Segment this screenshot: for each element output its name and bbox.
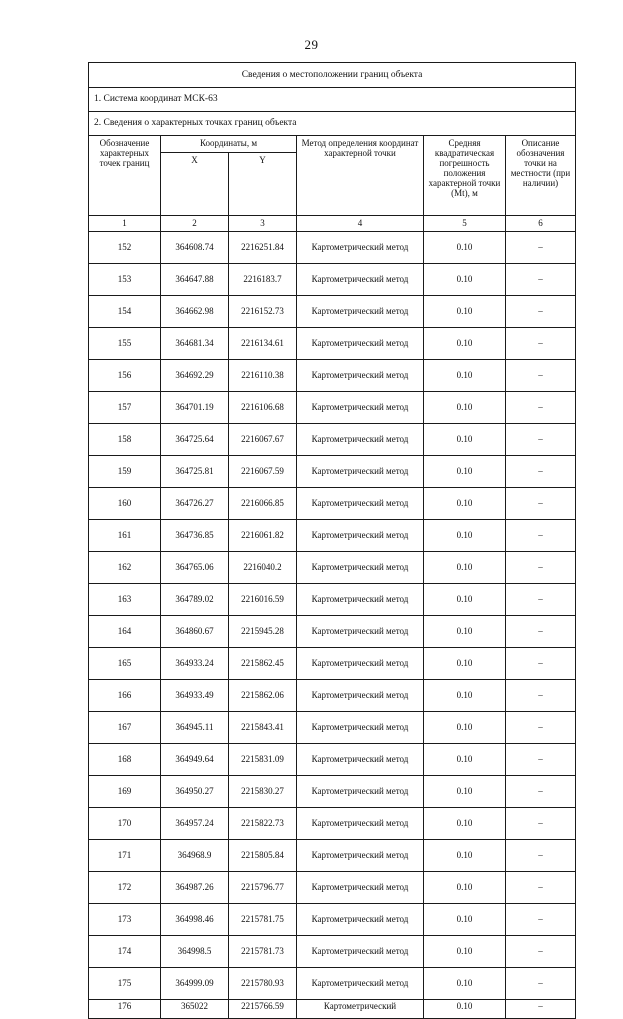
determination-method: Картометрический метод: [297, 392, 424, 424]
point-number: 153: [89, 264, 161, 296]
column-number-4: 4: [297, 216, 424, 232]
table-row: [89, 840, 576, 872]
coordinate-y: 2216061.82: [229, 520, 297, 552]
determination-method: Картометрический метод: [297, 904, 424, 936]
mean-square-error: 0.10: [424, 424, 506, 456]
coordinate-x: 364701.19: [161, 392, 229, 424]
determination-method: Картометрический метод: [297, 296, 424, 328]
point-description: –: [506, 424, 576, 456]
point-description: –: [506, 584, 576, 616]
coordinate-x: 364681.34: [161, 328, 229, 360]
table-row: [89, 712, 576, 744]
mean-square-error: 0.10: [424, 392, 506, 424]
coordinate-y: 2215781.75: [229, 904, 297, 936]
header-mean-square-error: Средняя квадратическая погрешность положения характерной точки (Mt), м: [424, 136, 506, 216]
mean-square-error: 0.10: [424, 584, 506, 616]
table-title-row: [89, 63, 576, 88]
table-row: [89, 296, 576, 328]
coordinate-y: 2215780.93: [229, 968, 297, 1000]
coordinate-y: 2216251.84: [229, 232, 297, 264]
point-description: –: [506, 232, 576, 264]
section-2-label: 2. Сведения о характерных точках границ объекта: [89, 112, 576, 136]
section-1-label: 1. Система координат МСК-63: [89, 88, 576, 112]
header-coordinates-group: Координаты, м: [161, 136, 297, 153]
header-description: Описание обозначения точки на местности (при наличии): [506, 136, 576, 216]
column-number-row: [89, 216, 576, 232]
table-row: [89, 744, 576, 776]
coordinate-y: 2216110.38: [229, 360, 297, 392]
determination-method: Картометрический метод: [297, 936, 424, 968]
coordinate-y: 2216152.73: [229, 296, 297, 328]
table-row: [89, 520, 576, 552]
table-row: [89, 616, 576, 648]
table-row: [89, 808, 576, 840]
determination-method: Картометрический метод: [297, 968, 424, 1000]
point-description: –: [506, 392, 576, 424]
coordinate-x: 364957.24: [161, 808, 229, 840]
mean-square-error: 0.10: [424, 328, 506, 360]
table-title: Сведения о местоположении границ объекта: [89, 63, 576, 88]
mean-square-error: 0.10: [424, 552, 506, 584]
point-number: 158: [89, 424, 161, 456]
coordinate-y: 2215843.41: [229, 712, 297, 744]
coordinate-x: 364725.64: [161, 424, 229, 456]
point-number: 154: [89, 296, 161, 328]
point-number: 170: [89, 808, 161, 840]
coordinate-x: 364692.29: [161, 360, 229, 392]
coordinate-x: 364662.98: [161, 296, 229, 328]
column-number-2: 2: [161, 216, 229, 232]
section-row-points-info: [89, 112, 576, 136]
table-row: [89, 968, 576, 1000]
table-row: [89, 872, 576, 904]
coordinate-y: 2215831.09: [229, 744, 297, 776]
point-description: –: [506, 808, 576, 840]
mean-square-error: 0.10: [424, 712, 506, 744]
table-row: [89, 584, 576, 616]
point-description: –: [506, 648, 576, 680]
mean-square-error: 0.10: [424, 456, 506, 488]
column-number-5: 5: [424, 216, 506, 232]
mean-square-error: 0.10: [424, 680, 506, 712]
coordinate-x: 364860.67: [161, 616, 229, 648]
determination-method: Картометрический метод: [297, 616, 424, 648]
mean-square-error: 0.10: [424, 296, 506, 328]
coordinate-y: 2216066.85: [229, 488, 297, 520]
page-number: 29: [304, 37, 319, 52]
coordinate-y: 2216183.7: [229, 264, 297, 296]
mean-square-error: 0.10: [424, 936, 506, 968]
coordinate-y: 2215945.28: [229, 616, 297, 648]
coordinate-x: 364998.46: [161, 904, 229, 936]
point-description: –: [506, 872, 576, 904]
point-description: –: [506, 616, 576, 648]
mean-square-error: 0.10: [424, 840, 506, 872]
coordinate-x: 364999.09: [161, 968, 229, 1000]
table-row: [89, 264, 576, 296]
point-number: 171: [89, 840, 161, 872]
point-number: 168: [89, 744, 161, 776]
coordinate-y: 2216016.59: [229, 584, 297, 616]
mean-square-error: 0.10: [424, 776, 506, 808]
point-description: –: [506, 488, 576, 520]
coordinate-x: 364789.02: [161, 584, 229, 616]
point-description: –: [506, 904, 576, 936]
table-row: [89, 776, 576, 808]
section-row-coordinate-system: [89, 88, 576, 112]
determination-method: Картометрический метод: [297, 232, 424, 264]
column-number-3: 3: [229, 216, 297, 232]
mean-square-error: 0.10: [424, 616, 506, 648]
table-row: [89, 232, 576, 264]
determination-method: Картометрический метод: [297, 584, 424, 616]
table-row: [89, 392, 576, 424]
coordinate-x: 364987.26: [161, 872, 229, 904]
table-row: [89, 488, 576, 520]
determination-method: Картометрический метод: [297, 808, 424, 840]
mean-square-error: 0.10: [424, 872, 506, 904]
point-description: –: [506, 680, 576, 712]
coordinate-x: 364950.27: [161, 776, 229, 808]
determination-method: Картометрический метод: [297, 328, 424, 360]
point-description: –: [506, 744, 576, 776]
coordinate-y: 2216067.59: [229, 456, 297, 488]
point-number: 173: [89, 904, 161, 936]
table-body: [89, 63, 576, 1019]
point-number: 169: [89, 776, 161, 808]
point-description: –: [506, 968, 576, 1000]
determination-method: Картометрический метод: [297, 776, 424, 808]
table-row: [89, 904, 576, 936]
determination-method: Картометрический метод: [297, 840, 424, 872]
mean-square-error: 0.10: [424, 968, 506, 1000]
mean-square-error: 0.10: [424, 648, 506, 680]
point-description: –: [506, 712, 576, 744]
coordinate-y: 2215766.59: [229, 1000, 297, 1019]
point-description: –: [506, 840, 576, 872]
point-number: 161: [89, 520, 161, 552]
point-number: 175: [89, 968, 161, 1000]
determination-method: Картометрический метод: [297, 680, 424, 712]
determination-method: Картометрический: [297, 1000, 424, 1019]
point-number: 156: [89, 360, 161, 392]
coordinate-x: 364726.27: [161, 488, 229, 520]
coordinate-y: 2216134.61: [229, 328, 297, 360]
table-row: [89, 936, 576, 968]
coordinate-y: 2215781.73: [229, 936, 297, 968]
header-method: Метод определения координат характерной точки: [297, 136, 424, 216]
point-description: –: [506, 520, 576, 552]
point-number: 163: [89, 584, 161, 616]
point-number: 164: [89, 616, 161, 648]
point-description: –: [506, 296, 576, 328]
table-row: [89, 360, 576, 392]
coordinate-x: 364945.11: [161, 712, 229, 744]
mean-square-error: 0.10: [424, 808, 506, 840]
coordinate-x: 364765.06: [161, 552, 229, 584]
boundary-points-table: [88, 62, 576, 1019]
table-row: [89, 328, 576, 360]
point-number: 159: [89, 456, 161, 488]
column-number-1: 1: [89, 216, 161, 232]
table-row: [89, 424, 576, 456]
coordinate-y: 2215862.45: [229, 648, 297, 680]
coordinate-y: 2216106.68: [229, 392, 297, 424]
point-description: –: [506, 1000, 576, 1019]
coordinate-y: 2215822.73: [229, 808, 297, 840]
point-number: 152: [89, 232, 161, 264]
determination-method: Картометрический метод: [297, 648, 424, 680]
header-y: Y: [229, 153, 297, 216]
point-number: 176: [89, 1000, 161, 1019]
point-description: –: [506, 936, 576, 968]
column-number-6: 6: [506, 216, 576, 232]
mean-square-error: 0.10: [424, 264, 506, 296]
point-number: 172: [89, 872, 161, 904]
point-number: 166: [89, 680, 161, 712]
determination-method: Картометрический метод: [297, 424, 424, 456]
mean-square-error: 0.10: [424, 488, 506, 520]
determination-method: Картометрический метод: [297, 360, 424, 392]
determination-method: Картометрический метод: [297, 488, 424, 520]
coordinate-y: 2215830.27: [229, 776, 297, 808]
point-number: 155: [89, 328, 161, 360]
mean-square-error: 0.10: [424, 904, 506, 936]
coordinate-x: 365022: [161, 1000, 229, 1019]
point-number: 157: [89, 392, 161, 424]
table-row: [89, 680, 576, 712]
coordinate-x: 364736.85: [161, 520, 229, 552]
mean-square-error: 0.10: [424, 744, 506, 776]
point-number: 160: [89, 488, 161, 520]
coordinate-x: 364949.64: [161, 744, 229, 776]
coordinate-x: 364998.5: [161, 936, 229, 968]
coordinate-y: 2215805.84: [229, 840, 297, 872]
determination-method: Картометрический метод: [297, 552, 424, 584]
coordinate-y: 2215862.06: [229, 680, 297, 712]
coordinate-x: 364933.49: [161, 680, 229, 712]
point-number: 162: [89, 552, 161, 584]
coordinate-x: 364933.24: [161, 648, 229, 680]
point-description: –: [506, 552, 576, 584]
header-point-designation: Обозначение характерных точек границ: [89, 136, 161, 216]
determination-method: Картометрический метод: [297, 872, 424, 904]
coordinate-y: 2216040.2: [229, 552, 297, 584]
table-row: [89, 648, 576, 680]
header-x: X: [161, 153, 229, 216]
coordinate-x: 364647.88: [161, 264, 229, 296]
point-description: –: [506, 328, 576, 360]
point-description: –: [506, 776, 576, 808]
point-description: –: [506, 360, 576, 392]
mean-square-error: 0.10: [424, 360, 506, 392]
point-number: 174: [89, 936, 161, 968]
point-number: 167: [89, 712, 161, 744]
point-number: 165: [89, 648, 161, 680]
determination-method: Картометрический метод: [297, 264, 424, 296]
determination-method: Картометрический метод: [297, 712, 424, 744]
point-description: –: [506, 456, 576, 488]
table-row: [89, 1000, 576, 1019]
coordinate-x: 364725.81: [161, 456, 229, 488]
table-row: [89, 552, 576, 584]
determination-method: Картометрический метод: [297, 520, 424, 552]
coordinate-x: 364608.74: [161, 232, 229, 264]
coordinate-y: 2216067.67: [229, 424, 297, 456]
point-description: –: [506, 264, 576, 296]
mean-square-error: 0.10: [424, 520, 506, 552]
coordinate-y: 2215796.77: [229, 872, 297, 904]
header-row-top: [89, 136, 576, 153]
mean-square-error: 0.10: [424, 232, 506, 264]
table-row: [89, 456, 576, 488]
determination-method: Картометрический метод: [297, 744, 424, 776]
mean-square-error: 0.10: [424, 1000, 506, 1019]
coordinate-x: 364968.9: [161, 840, 229, 872]
determination-method: Картометрический метод: [297, 456, 424, 488]
